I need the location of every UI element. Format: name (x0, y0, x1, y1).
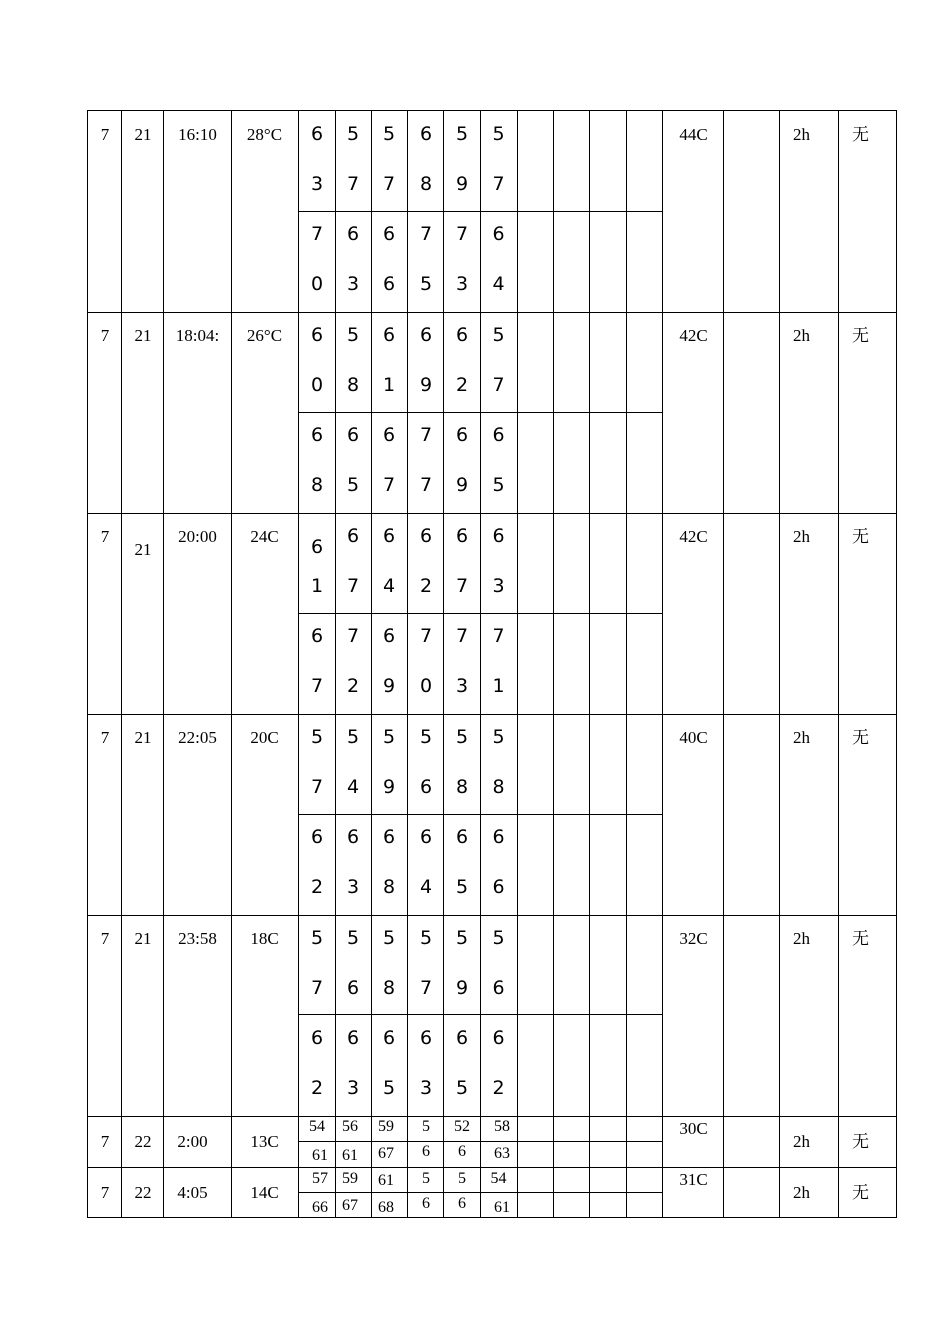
reading-value: 61 (378, 1172, 394, 1189)
reading-digit: 5 (382, 927, 396, 949)
table-border (87, 110, 897, 111)
reading-digit: 7 (455, 223, 469, 245)
cell-time: 16:10 (178, 125, 217, 144)
reading-digit: 1 (310, 575, 324, 597)
reading-digit: 7 (310, 776, 324, 798)
reading-digit: 6 (455, 826, 469, 848)
reading-digit: 6 (455, 525, 469, 547)
reading-digit: 8 (492, 776, 505, 798)
reading-digit: 5 (382, 123, 396, 145)
reading-digit: 8 (382, 876, 396, 898)
reading-digit: 7 (346, 173, 360, 195)
column-line (553, 110, 554, 1218)
reading-digit: 5 (382, 1077, 396, 1099)
reading-digit: 6 (382, 826, 396, 848)
column-line (589, 110, 590, 1218)
cell-note: 无 (852, 929, 869, 948)
cell-month: 7 (100, 1183, 110, 1202)
cell-time: 23:58 (178, 929, 217, 948)
row-separator (87, 915, 897, 916)
reading-digit: 6 (419, 826, 433, 848)
column-line (480, 110, 481, 1218)
row-separator (87, 1116, 897, 1117)
reading-digit: 9 (455, 474, 469, 496)
reading-digit: 0 (310, 374, 324, 396)
reading-digit: 1 (492, 675, 505, 697)
cell-month: 7 (100, 326, 110, 345)
cell-max-temp: 32C (679, 929, 708, 948)
reading-digit: 7 (310, 675, 324, 697)
cell-day: 21 (134, 728, 152, 747)
reading-digit: 7 (310, 977, 324, 999)
reading-digit: 6 (346, 1027, 360, 1049)
reading-digit: 5 (492, 123, 505, 145)
cell-duration: 2h (793, 1183, 810, 1202)
reading-digit: 8 (346, 374, 360, 396)
cell-time: 2:00 (177, 1132, 208, 1151)
reading-digit: 6 (492, 876, 505, 898)
reading-digit: 6 (310, 1027, 324, 1049)
cell-air-temp: 20C (250, 728, 279, 747)
reading-digit: 7 (310, 223, 324, 245)
reading-digit: 2 (492, 1077, 505, 1099)
cell-air-temp: 14C (250, 1183, 279, 1202)
cell-time: 20:00 (178, 527, 217, 546)
reading-digit: 6 (492, 525, 505, 547)
cell-day: 21 (134, 540, 152, 559)
reading-digit: 8 (419, 173, 433, 195)
cell-duration: 2h (793, 1132, 810, 1151)
reading-digit: 7 (455, 625, 469, 647)
reading-digit: 3 (492, 575, 505, 597)
cell-max-temp: 30C (679, 1119, 708, 1138)
reading-digit: 5 (346, 726, 360, 748)
reading-digit: 7 (419, 223, 433, 245)
reading-digit: 6 (382, 525, 396, 547)
row-separator (87, 513, 897, 514)
column-line (335, 110, 336, 1218)
cell-time: 4:05 (177, 1183, 208, 1202)
reading-digit: 6 (382, 1027, 396, 1049)
cell-note: 无 (852, 527, 869, 546)
reading-digit: 6 (346, 525, 360, 547)
reading-digit: 8 (382, 977, 396, 999)
reading-digit: 9 (419, 374, 433, 396)
reading-digit: 5 (346, 324, 360, 346)
cell-month: 7 (100, 929, 110, 948)
reading-digit: 7 (419, 474, 433, 496)
cell-duration: 2h (793, 326, 810, 345)
cell-time: 22:05 (178, 728, 217, 747)
cell-duration: 2h (793, 125, 810, 144)
reading-value: 54 (309, 1118, 325, 1135)
reading-digit: 6 (419, 525, 433, 547)
reading-digit: 5 (455, 876, 469, 898)
column-line (443, 110, 444, 1218)
reading-digit: 0 (310, 273, 324, 295)
reading-digit: 7 (455, 575, 469, 597)
reading-digit: 3 (455, 273, 469, 295)
reading-digit: 7 (346, 575, 360, 597)
reading-value: 5 (458, 1170, 466, 1187)
reading-digit: 7 (419, 977, 433, 999)
reading-digit: 6 (492, 977, 505, 999)
reading-value: 6 (422, 1195, 430, 1212)
reading-digit: 7 (419, 424, 433, 446)
cell-day: 22 (134, 1183, 152, 1202)
reading-digit: 7 (419, 625, 433, 647)
cell-air-temp: 13C (250, 1132, 279, 1151)
cell-time: 18:04: (175, 326, 220, 345)
reading-digit: 6 (346, 977, 360, 999)
cell-note: 无 (852, 1132, 869, 1151)
reading-value: 54 (490, 1170, 507, 1187)
column-line (407, 110, 408, 1218)
reading-digit: 5 (310, 726, 324, 748)
cell-duration: 2h (793, 527, 810, 546)
reading-digit: 5 (346, 474, 360, 496)
table-border (87, 1217, 897, 1218)
reading-digit: 4 (382, 575, 396, 597)
reading-digit: 6 (346, 223, 360, 245)
reading-digit: 6 (492, 826, 505, 848)
cell-duration: 2h (793, 929, 810, 948)
reading-digit: 8 (310, 474, 324, 496)
column-line (896, 110, 897, 1218)
reading-digit: 6 (419, 1027, 433, 1049)
reading-digit: 6 (455, 424, 469, 446)
reading-digit: 2 (419, 575, 433, 597)
reading-digit: 6 (310, 826, 324, 848)
cell-max-temp: 44C (679, 125, 708, 144)
column-line (298, 110, 299, 1218)
row-separator (87, 312, 897, 313)
reading-digit: 5 (419, 726, 433, 748)
reading-digit: 6 (310, 324, 324, 346)
reading-digit: 5 (455, 123, 469, 145)
reading-digit: 6 (419, 123, 433, 145)
reading-digit: 3 (346, 876, 360, 898)
row-separator (87, 714, 897, 715)
reading-digit: 6 (492, 424, 505, 446)
reading-digit: 8 (455, 776, 469, 798)
reading-value: 5 (422, 1170, 430, 1187)
reading-digit: 9 (382, 675, 396, 697)
reading-digit: 5 (455, 726, 469, 748)
cell-air-temp: 26°C (246, 326, 283, 345)
reading-digit: 4 (492, 273, 505, 295)
cell-month: 7 (100, 1132, 110, 1151)
reading-digit: 5 (419, 273, 433, 295)
column-line (838, 110, 839, 1218)
reading-digit: 5 (455, 927, 469, 949)
cell-air-temp: 24C (250, 527, 279, 546)
cell-note: 无 (852, 728, 869, 747)
reading-digit: 7 (382, 173, 396, 195)
reading-value: 52 (454, 1118, 470, 1135)
reading-value: 67 (378, 1145, 394, 1162)
reading-digit: 6 (419, 776, 433, 798)
column-line (163, 110, 164, 1218)
reading-digit: 7 (382, 474, 396, 496)
reading-digit: 9 (382, 776, 396, 798)
reading-digit: 5 (346, 123, 360, 145)
reading-value: 59 (378, 1118, 394, 1135)
column-line (626, 110, 627, 1218)
reading-value: 61 (494, 1199, 510, 1216)
cell-month: 7 (100, 527, 110, 546)
column-line (517, 110, 518, 1218)
reading-digit: 2 (455, 374, 469, 396)
reading-value: 67 (342, 1197, 358, 1214)
reading-digit: 4 (419, 876, 433, 898)
reading-digit: 5 (346, 927, 360, 949)
reading-value: 6 (422, 1143, 430, 1160)
cell-max-temp: 40C (679, 728, 708, 747)
cell-day: 22 (134, 1132, 152, 1151)
column-line (723, 110, 724, 1218)
reading-value: 5 (422, 1118, 430, 1135)
reading-digit: 7 (492, 625, 505, 647)
reading-digit: 4 (346, 776, 360, 798)
reading-value: 68 (378, 1199, 394, 1216)
column-line (371, 110, 372, 1218)
reading-digit: 2 (346, 675, 360, 697)
reading-digit: 9 (455, 977, 469, 999)
cell-day: 21 (134, 929, 152, 948)
reading-value: 59 (342, 1170, 358, 1187)
reading-digit: 5 (382, 726, 396, 748)
reading-digit: 3 (346, 1077, 360, 1099)
reading-digit: 7 (492, 173, 505, 195)
reading-digit: 5 (492, 726, 505, 748)
reading-value: 61 (312, 1147, 328, 1164)
cell-note: 无 (852, 1183, 869, 1202)
reading-digit: 6 (382, 324, 396, 346)
reading-digit: 6 (310, 536, 324, 558)
cell-day: 21 (134, 125, 152, 144)
reading-digit: 6 (310, 625, 324, 647)
reading-digit: 3 (419, 1077, 433, 1099)
cell-month: 7 (100, 125, 110, 144)
reading-digit: 7 (492, 374, 505, 396)
reading-digit: 6 (382, 625, 396, 647)
cell-day: 21 (134, 326, 152, 345)
reading-digit: 6 (492, 1027, 505, 1049)
reading-digit: 5 (419, 927, 433, 949)
reading-value: 57 (312, 1170, 328, 1187)
reading-digit: 6 (382, 273, 396, 295)
reading-digit: 6 (346, 424, 360, 446)
column-line (87, 110, 88, 1218)
cell-max-temp: 31C (679, 1170, 708, 1189)
reading-digit: 6 (382, 223, 396, 245)
reading-digit: 5 (492, 324, 505, 346)
reading-value: 58 (494, 1118, 510, 1135)
column-line (121, 110, 122, 1218)
reading-digit: 0 (419, 675, 433, 697)
cell-note: 无 (852, 125, 869, 144)
reading-value: 6 (458, 1143, 466, 1160)
reading-digit: 6 (346, 826, 360, 848)
cell-air-temp: 28°C (246, 125, 283, 144)
row-separator (87, 1167, 897, 1168)
reading-digit: 6 (455, 1027, 469, 1049)
reading-digit: 5 (310, 927, 324, 949)
reading-digit: 5 (492, 474, 505, 496)
reading-digit: 6 (382, 424, 396, 446)
cell-max-temp: 42C (679, 527, 708, 546)
column-line (231, 110, 232, 1218)
cell-air-temp: 18C (250, 929, 279, 948)
reading-digit: 3 (455, 675, 469, 697)
reading-digit: 7 (346, 625, 360, 647)
column-line (662, 110, 663, 1218)
reading-value: 61 (342, 1147, 358, 1164)
cell-max-temp: 42C (679, 326, 708, 345)
reading-digit: 9 (455, 173, 469, 195)
reading-digit: 1 (382, 374, 396, 396)
cell-note: 无 (852, 326, 869, 345)
reading-value: 66 (312, 1199, 328, 1216)
reading-digit: 2 (310, 1077, 324, 1099)
cell-duration: 2h (793, 728, 810, 747)
reading-digit: 3 (310, 173, 324, 195)
reading-digit: 6 (455, 324, 469, 346)
reading-digit: 2 (310, 876, 324, 898)
reading-digit: 6 (492, 223, 505, 245)
cell-month: 7 (100, 728, 110, 747)
reading-value: 63 (494, 1145, 510, 1162)
reading-digit: 6 (310, 123, 324, 145)
column-line (779, 110, 780, 1218)
reading-value: 56 (342, 1118, 358, 1135)
reading-value: 6 (458, 1195, 466, 1212)
reading-digit: 3 (346, 273, 360, 295)
reading-digit: 5 (492, 927, 505, 949)
reading-digit: 5 (455, 1077, 469, 1099)
reading-digit: 6 (310, 424, 324, 446)
reading-digit: 6 (419, 324, 433, 346)
